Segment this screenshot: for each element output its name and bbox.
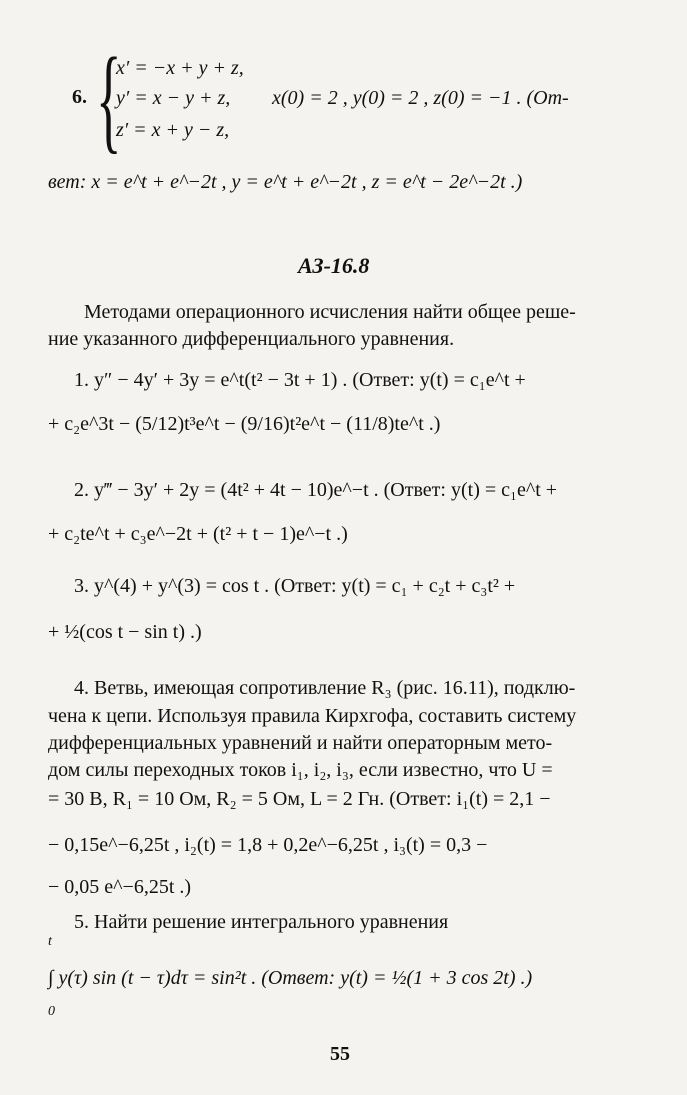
problem-4-line-1: 4. Ветвь, имеющая сопротивление R₃ (рис. 16.11), подклю-: [74, 677, 576, 699]
page-number: 55: [330, 1043, 350, 1065]
problem-3-line-2: + ½(cos t − sin t) .): [48, 621, 202, 643]
problem-4-line-7: − 0,05 e^−6,25t .): [48, 876, 192, 898]
problem-4-line-2: чена к цепи. Используя правила Кирхгофа, составить систему: [48, 705, 577, 727]
system-eq-3: z′ = x + y − z,: [116, 119, 230, 141]
integral-lower-limit: 0: [48, 1004, 55, 1019]
system-brace: {: [96, 33, 122, 164]
problem-6-answer: вет: x = e^t + e^−2t , y = e^t + e^−2t , z = e^t − 2e^−2t .): [48, 171, 523, 193]
intro-line-1: Методами операционного исчисления найти общее реше-: [84, 301, 576, 323]
problem-4-line-3: дифференциальных уравнений и найти операторным мето-: [48, 732, 553, 754]
problem-3-line-1: 3. y^(4) + y^(3) = cos t . (Ответ: y(t) = c₁ + c₂t + c₃t² +: [74, 575, 516, 597]
integral-upper-limit: t: [48, 934, 52, 949]
problem-5-integral: ∫ y(τ) sin (t − τ)dτ = sin²t . (Ответ: y(t) = ½(1 + 3 cos 2t) .): [48, 967, 533, 989]
system-eq-2: y′ = x − y + z,: [116, 87, 231, 109]
problem-2-line-1: 2. y‴ − 3y′ + 2y = (4t² + 4t − 10)e^−t . (Ответ: y(t) = c₁e^t +: [74, 479, 558, 501]
section-title: АЗ-16.8: [298, 253, 370, 278]
problem-1-line-2: + c₂e^3t − (5/12)t³e^t − (9/16)t²e^t − (11/8)te^t .): [48, 413, 441, 435]
system-eq-1: x′ = −x + y + z,: [116, 57, 244, 79]
problem-4-line-6: − 0,15e^−6,25t , i₂(t) = 1,8 + 0,2e^−6,25t , i₃(t) = 0,3 −: [48, 834, 488, 856]
intro-line-2: ние указанного дифференциального уравнения.: [48, 328, 455, 350]
problem-6-number: 6.: [72, 86, 87, 108]
problem-5-line-1: 5. Найти решение интегрального уравнения: [74, 911, 449, 933]
problem-4-line-5: = 30 В, R₁ = 10 Ом, R₂ = 5 Ом, L = 2 Гн. (Ответ: i₁(t) = 2,1 −: [48, 788, 551, 810]
problem-4-line-4: дом силы переходных токов i₁, i₂, i₃, если известно, что U =: [48, 759, 553, 781]
initial-conditions: x(0) = 2 , y(0) = 2 , z(0) = −1 . (От-: [272, 87, 569, 109]
problem-1-line-1: 1. y″ − 4y′ + 3y = e^t(t² − 3t + 1) . (Ответ: y(t) = c₁e^t +: [74, 369, 526, 391]
problem-2-line-2: + c₂te^t + c₃e^−2t + (t² + t − 1)e^−t .): [48, 523, 348, 545]
